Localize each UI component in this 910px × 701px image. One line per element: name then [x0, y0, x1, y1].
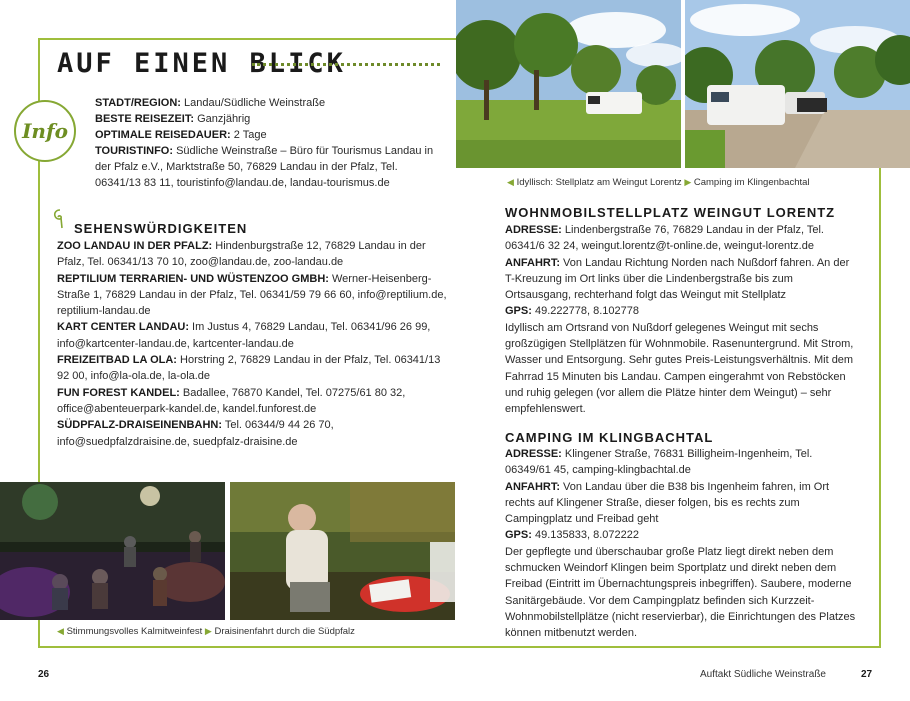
sight-item-kart-center: KART CENTER LANDAU: Im Justus 4, 76829 Landau, Tel. 06341/96 26 99, info@kartcenter-landau.de, kartcenter-landau.de — [57, 321, 431, 350]
sight-item-la-ola: FREIZEITBAD LA OLA: Horstring 2, 76829 Landau in der Pfalz, Tel. 06341/13 92 00, info@la-ola.de, la-ola.de — [57, 354, 441, 383]
caption-arrow-right-icon: ▶ — [684, 177, 692, 187]
klingbachtal-approach: ANFAHRT: Von Landau über die B38 bis Ingenheim fahren, im Ort rechts auf Klingener Straße, dieser folgen, bis es rechts zum Campingplatz und Freibad geht — [505, 480, 830, 526]
lorentz-description: Idyllisch am Ortsrand von Nußdorf gelegenes Weingut mit sechs großzügigen Stellplätzen für Wohnmobile. Rasenuntergrund. Mit Strom, Wasser und Entsorgung. Sehr gutes Preis-Leistungsverhältnis. Mit dem Fahrrad 15 Minuten bis Landau. Campen eingerahmt von Rebstöcken und ruhig gelegen (vor allem die Plätze hinter dem Weingut) – sehr empfehlenswert. — [505, 321, 854, 416]
caption-right: ◀ Idyllisch: Stellplatz am Weingut Lorentz ▶ Camping im Klingenbachtal — [507, 177, 810, 188]
photo-weingut-lorentz-image — [456, 0, 681, 168]
title-dotted-line — [252, 63, 440, 66]
lorentz-gps: GPS: 49.222778, 8.102778 — [505, 305, 639, 318]
sights-list — [57, 238, 452, 450]
photo-camping-klingbachtal-image — [685, 0, 910, 168]
klingbachtal-description: Der gepflegte und überschaubar große Platz liegt direkt neben dem schmucken Weindorf Klingen beim Sportplatz und direkt neben dem Freibad (Eintritt im Übernachtungspreis inbegriffen). Saubere, moderne Sanitärgebäude. Vor dem Campingplatz befinden sich Kurzzeit-Wohnmobilstellplätze (nicht reservierbar), die Einrichtungen des Platzes können mitbenutzt werden. — [505, 545, 856, 640]
caption-arrow-left-icon: ◀ — [507, 177, 514, 187]
lorentz-address: ADRESSE: Lindenbergstraße 76, 76829 Landau in der Pfalz, Tel. 06341/6 32 24, weingut.lorentz@t-online.de, weingut-lorentz.de — [505, 224, 824, 253]
klingbachtal-details — [505, 446, 860, 642]
sight-item-fun-forest: FUN FOREST KANDEL: Badallee, 76870 Kandel, Tel. 07275/61 80 32, office@abenteuerpark-kandel.de, kandel.funforest.de — [57, 386, 406, 415]
info-block — [95, 95, 445, 191]
lorentz-details — [505, 222, 860, 418]
sightseeing-icon — [53, 209, 67, 229]
info-item-tourist-office: TOURISTINFO: Südliche Weinstraße – Büro für Tourismus Landau in der Pfalz e.V., Marktstraße 50, 76829 Landau in der Pfalz, Tel. 06341/13 83 11, touristinfo@landau.de, landau-tourismus.de — [95, 145, 434, 189]
caption-arrow-right-icon: ▶ — [204, 626, 212, 636]
sight-item-draisine: SÜDPFALZ-DRAISEINENBAHN: Tel. 06344/9 44 26 70, info@suedpfalzdraisine.de, suedpfalz-draisine.de — [57, 419, 334, 448]
photo-weingut-lorentz — [456, 0, 681, 168]
photo-kalmitweinfest — [0, 482, 225, 620]
info-item-region: STADT/REGION: Landau/Südliche Weinstraße — [95, 97, 326, 109]
page-number-right: 27 — [861, 669, 873, 680]
lorentz-approach: ANFAHRT: Von Landau Richtung Norden nach Nußdorf fahren. An der T-Kreuzung im Ort links über die Lindenbergstraße bis zum Ortsausgang, rechterhand folgt das Weingut mit Stellplatz — [505, 256, 850, 302]
page-title: AUF EINEN BLICK — [57, 48, 346, 79]
info-item-duration: OPTIMALE REISEDAUER: 2 Tage — [95, 129, 267, 141]
page-number-left: 26 — [38, 669, 50, 680]
klingbachtal-address: ADRESSE: Klingener Straße, 76831 Billigheim-Ingenheim, Tel. 06349/61 45, camping-klingbachtal.de — [505, 448, 813, 477]
green-frame-bottom — [456, 646, 881, 648]
klingbachtal-heading: CAMPING IM KLINGBACHTAL — [505, 430, 714, 445]
photo-draisinenfahrt — [230, 482, 455, 620]
sight-item-zoo: ZOO LANDAU IN DER PFALZ: Hindenburgstraße 12, 76829 Landau in der Pfalz, Tel. 06341/13 70 10, zoo@landau.de, zoo-landau.de — [57, 240, 426, 269]
sight-item-reptilium: REPTILIUM TERRARIEN- UND WÜSTENZOO GMBH: Werner-Heisenberg-Straße 1, 76829 Landau in der Pfalz, Tel. 06341/59 79 66 60, info@reptilium.de, reptilium-landau.de — [57, 272, 447, 318]
caption-arrow-left-icon: ◀ — [57, 626, 64, 636]
info-item-season: BESTE REISEZEIT: Ganzjährig — [95, 113, 251, 125]
info-badge — [14, 100, 76, 162]
info-badge-label: Info — [22, 119, 68, 143]
photo-draisinenfahrt-image — [230, 482, 455, 620]
caption-left: ◀ Stimmungsvolles Kalmitweinfest ▶ Draisinenfahrt durch die Südpfalz — [57, 626, 355, 637]
lorentz-heading: WOHNMOBILSTELLPLATZ WEINGUT LORENTZ — [505, 205, 836, 220]
photo-camping-klingbachtal — [685, 0, 910, 168]
sights-heading: SEHENSWÜRDIGKEITEN — [74, 221, 248, 236]
running-title: Auftakt Südliche Weinstraße — [700, 669, 826, 680]
green-frame-right — [879, 168, 881, 648]
photo-kalmitweinfest-image — [0, 482, 225, 620]
klingbachtal-gps: GPS: 49.135833, 8.072222 — [505, 529, 639, 542]
